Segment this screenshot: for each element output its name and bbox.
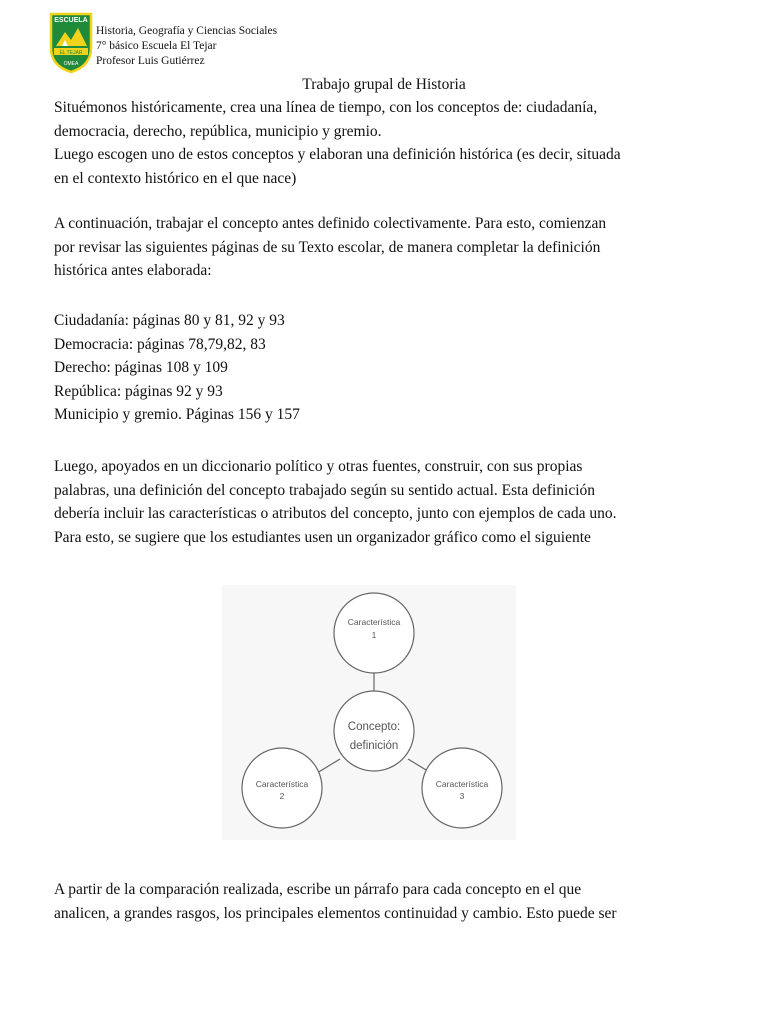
paragraph-timeline bbox=[54, 96, 714, 190]
text-line: democracia, derecho, república, municipio y gremio. bbox=[54, 122, 382, 140]
document-header bbox=[96, 24, 277, 69]
text-line: palabras, una definición del concepto trabajado según su sentido actual. Esta definición bbox=[54, 481, 596, 499]
logo-top-text: ESCUELA bbox=[54, 17, 88, 24]
header-course: 7° básico Escuela El Tejar bbox=[96, 40, 217, 52]
text-line: Para esto, se sugiere que los estudiantes usen un organizador gráfico como el siguiente bbox=[54, 528, 591, 546]
characteristic-3-number: 3 bbox=[459, 791, 465, 801]
text-line: debería incluir las características o atributos del concepto, junto con ejemplos de cada uno. bbox=[54, 505, 617, 522]
text-line: A partir de la comparación realizada, escribe un párrafo para cada concepto en el que bbox=[54, 881, 582, 898]
header-subject: Historia, Geografía y Ciencias Sociales bbox=[96, 25, 278, 37]
paragraph-comparison bbox=[54, 878, 714, 925]
paragraph-definition bbox=[54, 455, 714, 549]
text-line: Situémonos históricamente, crea una línea de tiempo, con los conceptos de: ciudadanía, bbox=[54, 99, 598, 116]
document-title: Trabajo grupal de Historia bbox=[302, 76, 466, 93]
concept-label: Concepto: bbox=[347, 721, 401, 733]
text-line: Luego escogen uno de estos conceptos y elaboran una definición histórica (es decir, situada bbox=[54, 146, 621, 163]
text-line: A continuación, trabajar el concepto antes definido colectivamente. Para esto, comienzan bbox=[54, 215, 607, 232]
graphic-organizer bbox=[222, 585, 516, 840]
list-item: Derecho: páginas 108 y 109 bbox=[54, 359, 228, 376]
characteristic-1-number: 1 bbox=[371, 630, 377, 640]
pages-list bbox=[54, 309, 714, 427]
header-teacher: Profesor Luis Gutiérrez bbox=[96, 55, 205, 67]
text-line: por revisar las siguientes páginas de su Texto escolar, de manera completar la definición bbox=[54, 238, 601, 256]
characteristic-3-label: Característica bbox=[435, 779, 489, 789]
text-line: en el contexto histórico en el que nace) bbox=[54, 169, 297, 187]
school-logo bbox=[48, 12, 94, 74]
characteristic-2-label: Característica bbox=[255, 779, 309, 789]
characteristic-2-number: 2 bbox=[279, 791, 285, 801]
text-line: Luego, apoyados en un diccionario político y otras fuentes, construir, con sus propias bbox=[54, 458, 583, 475]
list-item: Municipio y gremio. Páginas 156 y 157 bbox=[54, 406, 300, 423]
text-line: histórica antes elaborada: bbox=[54, 262, 212, 279]
text-line: analicen, a grandes rasgos, los principales elementos continuidad y cambio. Esto puede ser bbox=[54, 904, 617, 922]
list-item: Ciudadanía: páginas 80 y 81, 92 y 93 bbox=[54, 312, 285, 329]
logo-bottom-text: OMEA bbox=[63, 61, 79, 67]
characteristic-1-label: Característica bbox=[347, 617, 401, 627]
paragraph-continuation bbox=[54, 212, 714, 283]
logo-banner-text: EL TEJAR bbox=[59, 50, 83, 56]
concept-definition-label: definición bbox=[349, 740, 399, 752]
list-item: Democracia: páginas 78,79,82, 83 bbox=[54, 335, 266, 353]
list-item: República: páginas 92 y 93 bbox=[54, 382, 223, 400]
